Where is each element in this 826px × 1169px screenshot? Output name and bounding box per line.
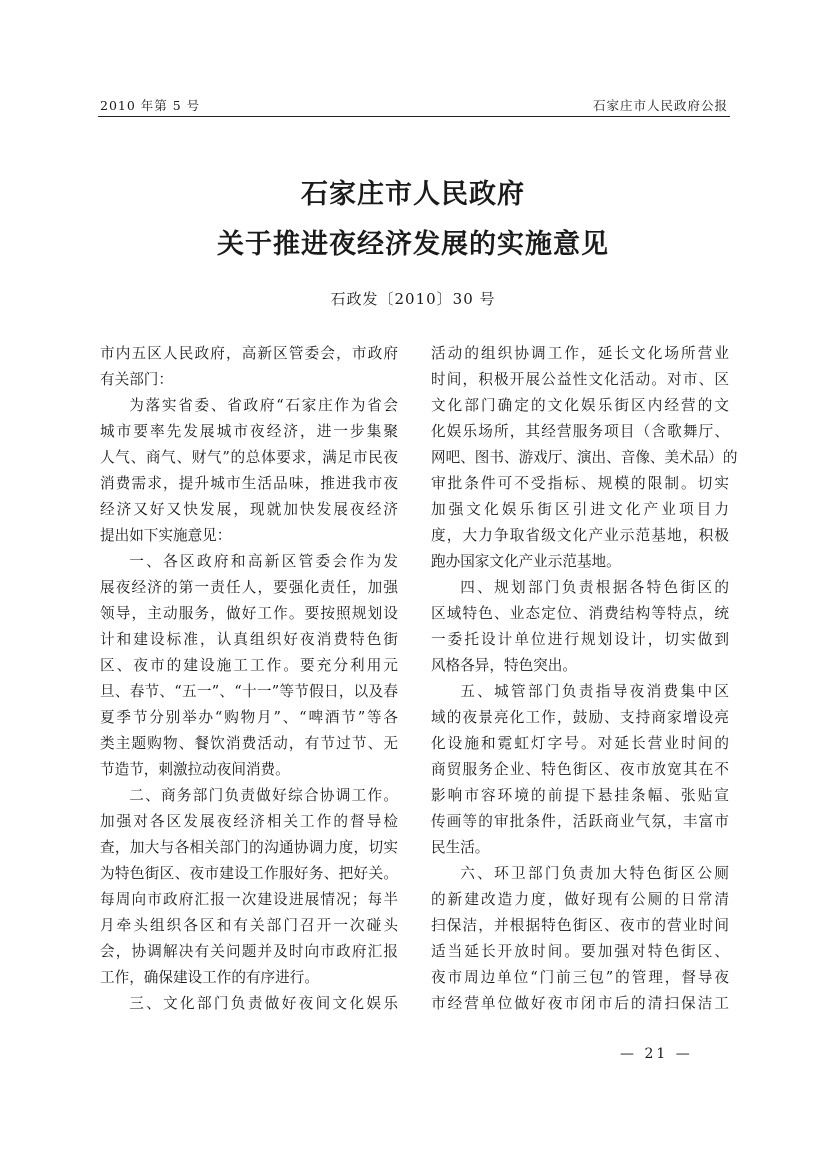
left-column <box>100 341 398 1017</box>
text-line: 旦、春节、“五一”、“十一”等节假日，以及春 <box>100 683 398 700</box>
text-line: 五、城管部门负责指导夜消费集中区 <box>460 683 729 700</box>
title-line-1: 石家庄市人民政府 <box>301 179 525 210</box>
text-line: 市经营单位做好夜市闭市后的清扫保洁工 <box>431 995 729 1012</box>
paragraph <box>100 991 398 1017</box>
text-line: 四、规划部门负责根据各特色街区的 <box>460 579 729 596</box>
paragraph <box>431 861 729 1017</box>
paragraph <box>431 341 738 575</box>
text-line: 风格各异，特色突出。 <box>431 657 577 674</box>
text-line: 查，加大与各相关部门的沟通协调力度，切实 <box>100 839 398 856</box>
text-line: 工作，确保建设工作的有序进行。 <box>100 969 319 986</box>
text-line: 每周向市政府汇报一次建设进展情况；每半 <box>100 891 398 908</box>
text-line: 六、环卫部门负责加大特色街区公厕 <box>460 865 729 882</box>
document-number: 石政发〔2010〕30 号 <box>330 290 496 308</box>
page-number: — 21 — <box>620 1046 693 1062</box>
text-line: 域的夜景亮化工作，鼓励、支持商家增设亮 <box>431 709 729 726</box>
text-line: 度，大力争取省级文化产业示范基地，积极 <box>431 527 729 544</box>
text-line: 审批条件可不受指标、规模的限制。切实 <box>431 475 729 492</box>
paragraph <box>431 679 729 861</box>
text-line: 展夜经济的第一责任人，要强化责任，加强 <box>100 579 398 596</box>
text-line: 经济又好又快发展，现就加快发展夜经济 <box>100 501 398 518</box>
text-line: 有关部门： <box>100 371 173 388</box>
text-line: 民生活。 <box>431 839 490 856</box>
text-line: 活动的组织协调工作，延长文化场所营业 <box>431 345 729 362</box>
text-line: 时间，积极开展公益性文化活动。对市、区 <box>431 371 729 388</box>
title-line-2: 关于推进夜经济发展的实施意见 <box>217 229 609 260</box>
text-line: 夜市周边单位“门前三包”的管理，督导夜 <box>431 969 729 986</box>
text-line: 为落实省委、省政府“石家庄作为省会 <box>129 397 398 414</box>
text-line: 跑办国家文化产业示范基地。 <box>431 553 621 570</box>
text-line: 文化部门确定的文化娱乐街区内经营的文 <box>431 397 729 414</box>
text-line: 化设施和霓虹灯字号。对延长营业时间的 <box>431 735 729 752</box>
text-line: 月牵头组织各区和有关部门召开一次碰头 <box>100 917 398 934</box>
text-line: 类主题购物、餐饮消费活动，有节过节、无 <box>100 735 398 752</box>
paragraph <box>100 549 398 783</box>
text-line: 区、夜市的建设施工工作。要充分利用元 <box>100 657 398 674</box>
paragraph <box>100 393 398 549</box>
journal-issue: 2010 年第 5 号 <box>100 98 201 113</box>
text-line: 影响市容环境的前提下悬挂条幅、张贴宣 <box>431 787 729 804</box>
text-line: 夏季节分别举办“购物月”、“啤酒节”等各 <box>100 709 398 726</box>
text-line: 计和建设标准，认真组织好夜消费特色街 <box>100 631 398 648</box>
text-line: 加强对各区发展夜经济相关工作的督导检 <box>100 813 398 830</box>
text-line: 传画等的审批条件，活跃商业气氛，丰富市 <box>431 813 729 830</box>
text-line: 商贸服务企业、特色街区、夜市放宽其在不 <box>431 761 729 778</box>
text-line: 一、各区政府和高新区管委会作为发 <box>129 553 398 570</box>
paragraph <box>100 341 398 393</box>
text-line: 化娱乐场所，其经营服务项目（含歌舞厅、 <box>431 423 729 440</box>
text-line: 提出如下实施意见： <box>100 527 232 544</box>
text-line: 消费需求，提升城市生活品味，推进我市夜 <box>100 475 398 492</box>
text-line: 二、商务部门负责做好综合协调工作。 <box>129 787 398 804</box>
text-line: 为特色街区、夜市建设工作服好务、把好关。 <box>100 865 398 882</box>
text-line: 的新建改造力度，做好现有公厕的日常清 <box>431 891 729 908</box>
text-line: 扫保洁，并根据特色街区、夜市的营业时间 <box>431 917 729 934</box>
text-line: 人气、商气、财气”的总体要求，满足市民夜 <box>100 449 398 466</box>
paragraph <box>100 783 398 991</box>
journal-name: 石家庄市人民政府公报 <box>592 98 728 113</box>
text-line: 加强文化娱乐街区引进文化产业项目力 <box>431 501 729 518</box>
text-line: 市内五区人民政府，高新区管委会，市政府 <box>100 345 398 362</box>
text-line: 节造节，刺激拉动夜间消费。 <box>100 761 290 778</box>
text-line: 会，协调解决有关问题并及时向市政府汇报 <box>100 943 398 960</box>
text-line: 三、文化部门负责做好夜间文化娱乐 <box>129 995 398 1012</box>
text-line: 城市要率先发展城市夜经济，进一步集聚 <box>100 423 398 440</box>
paragraph <box>431 575 729 679</box>
header-rule <box>98 116 730 117</box>
right-column <box>431 341 738 1017</box>
text-line: 一委托设计单位进行规划设计，切实做到 <box>431 631 729 648</box>
text-line: 领导，主动服务，做好工作。要按照规划设 <box>100 605 398 622</box>
text-line: 适当延长开放时间。要加强对特色街区、 <box>431 943 729 960</box>
text-line: 区域特色、业态定位、消费结构等特点，统 <box>431 605 729 622</box>
text-line: 网吧、图书、游戏厅、演出、音像、美术品）的 <box>431 449 738 466</box>
